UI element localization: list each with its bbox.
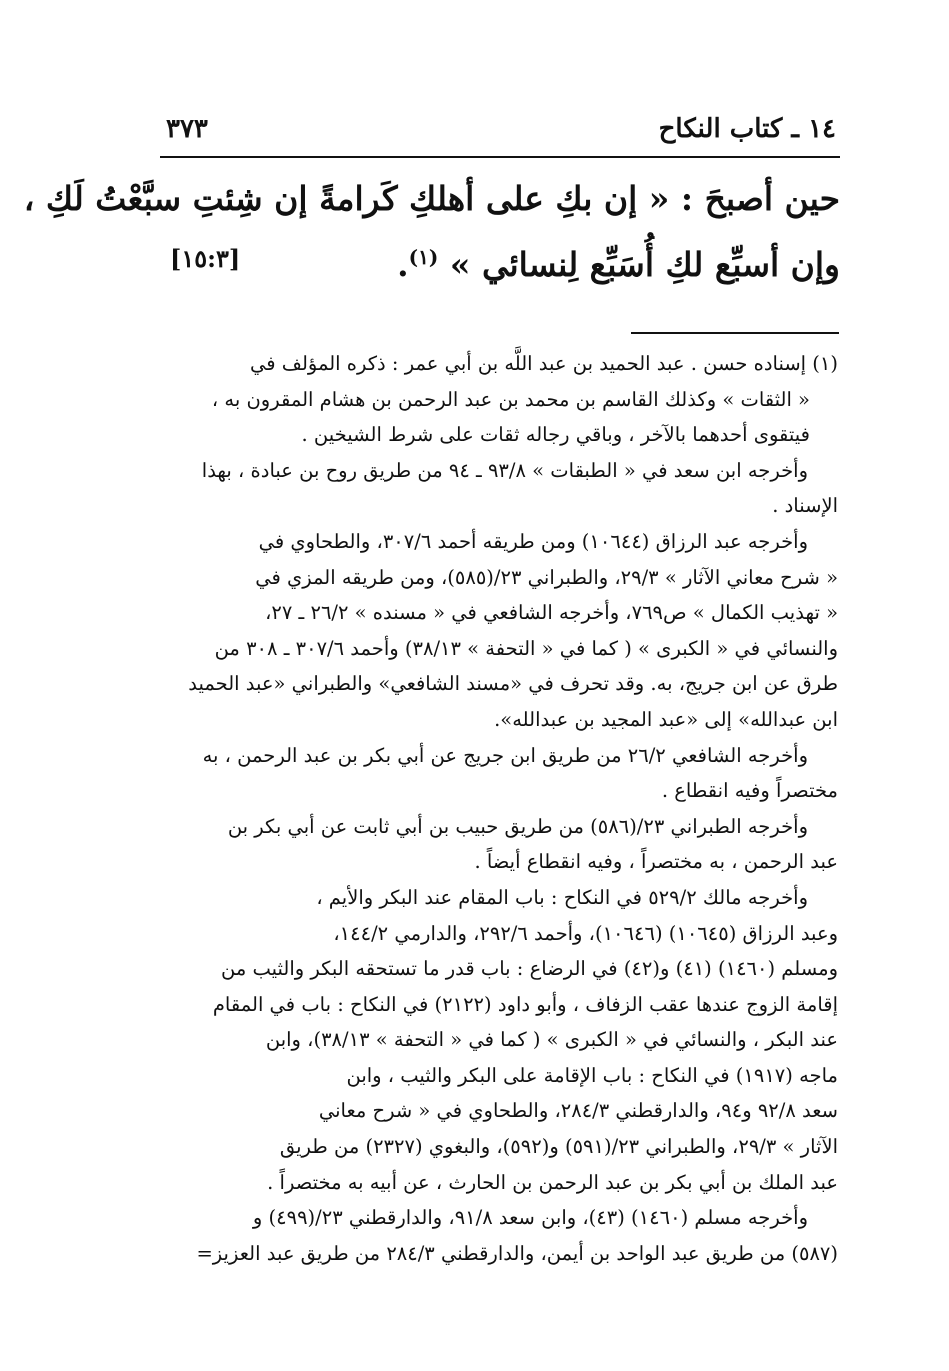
footnote-line: طرق عن ابن جريج، به. وقد تحرف في «مسند الشافعي» والطبراني «عبد الحميد <box>188 672 838 696</box>
hadith-text <box>23 170 840 294</box>
hadith-reference: [١٥:٣] <box>170 244 241 273</box>
footnote-line: « شرح معاني الآثار » ٢٩/٣، والطبراني ٢٣/(٥٨٥)، ومن طريقه المزي في <box>255 565 838 589</box>
footnote-line: سعد ٩٢/٨ و٩٤، والدارقطني ٢٨٤/٣، والطحاوي في « شرح معاني <box>318 1099 838 1123</box>
footnote-line: وعبد الرزاق (١٠٦٤٥) (١٠٦٤٦)، وأحمد ٢٩٢/٦، والدارمي ١٤٤/٢، <box>333 921 838 945</box>
footnote-line: (١) إسناده حسن . عبد الحميد بن عبد اللَّه بن أبي عمر : ذكره المؤلف في <box>249 352 838 375</box>
footnote-line: وأخرجه مسلم (١٤٦٠) (٤٣)، وابن سعد ٩١/٨، والدارقطني ٢٣/(٤٩٩) و <box>252 1206 808 1230</box>
footnote-line: والنسائي في « الكبرى » ( كما في « التحفة » ٣٨/١٣) وأحمد ٣٠٧/٦ ـ ٣٠٨ من <box>214 636 838 660</box>
hadith-line-2-text: وإن أسبِّع لكِ أُسَبِّع لِنسائي » <box>449 245 840 284</box>
footnote-line: الإسناد . <box>772 494 838 518</box>
footnote-line: ابن عبدالله» إلى «عبد المجيد بن عبدالله». <box>494 707 838 731</box>
footnote-line: « تهذيب الكمال » ص٧٦٩، وأخرجه الشافعي في « مسنده » ٢٦/٢ ـ ٢٧، <box>265 601 838 625</box>
page-number: ٣٧٣ <box>166 114 208 144</box>
footnote-line: فيتقوى أحدهما بالآخر ، وباقي رجاله ثقات على شرط الشيخين . <box>301 423 810 447</box>
footnote-separator <box>631 332 839 334</box>
hadith-line-2-end: . <box>397 245 409 284</box>
footnote-line: عبد الرحمن ، به مختصراً ، وفيه انقطاع أيضاً . <box>474 850 838 874</box>
footnote-line: وأخرجه ابن سعد في « الطبقات » ٩٣/٨ ـ ٩٤ من طريق روح بن عبادة ، بهذا <box>201 458 808 482</box>
footnote-line: عبد الملك بن أبي بكر بن عبد الرحمن بن الحارث ، عن أبيه به مختصراً . <box>267 1170 838 1194</box>
footnote-line: عند البكر ، والنسائي في « الكبرى » ( كما في « التحفة » ٣٨/١٣)، وابن <box>265 1028 838 1052</box>
footnote-marker: (١) <box>408 245 439 269</box>
footnote-line: إقامة الزوج عندها عقب الزفاف ، وأبو داود (٢١٢٢) في النكاح : باب في المقام <box>212 992 838 1016</box>
footnote-line: وأخرجه الشافعي ٢٦/٢ من طريق ابن جريج عن أبي بكر بن عبد الرحمن ، به <box>202 743 808 767</box>
footnote-line: وأخرجه عبد الرزاق (١٠٦٤٤) ومن طريقه أحمد ٣٠٧/٦، والطحاوي في <box>258 529 808 553</box>
footnotes <box>132 346 838 1271</box>
footnote-line: ومسلم (١٤٦٠) (٤١) و(٤٢) في الرضاع : باب قدر ما تستحقه البكر والثيب من <box>220 957 838 981</box>
footnote-line: وأخرجه الطبراني ٢٣/(٥٨٦) من طريق حبيب بن أبي ثابت عن أبي بكر بن <box>227 814 808 838</box>
footnote-line: ماجه (١٩١٧) في النكاح : باب الإقامة على البكر والثيب ، وابن <box>346 1063 838 1087</box>
footnote-line: مختصراً وفيه انقطاع . <box>661 779 838 803</box>
footnote-line: (٥٨٧) من طريق عبد الواحد بن أيمن، والدارقطني ٢٨٤/٣ من طريق عبد العزيز= <box>196 1241 838 1265</box>
footnote-line: الآثار » ٢٩/٣، والطبراني ٢٣/(٥٩١) و(٥٩٢)، والبغوي (٢٣٢٧) من طريق <box>279 1135 838 1159</box>
hadith-line-1: حين أصبحَ : « إن بكِ على أهلكِ كَرامةً إن شِئتِ سبَّعْتُ لَكِ ، <box>23 179 840 218</box>
footnote-line: « الثقات » وكذلك القاسم بن محمد بن عبد الرحمن بن هشام المقرون به ، <box>211 387 810 411</box>
footnote-line: وأخرجه مالك ٥٢٩/٢ في النكاح : باب المقام عند البكر والأيم ، <box>316 885 808 909</box>
running-title: ١٤ ـ كتاب النكاح <box>658 114 836 144</box>
page-header <box>160 112 840 158</box>
hadith-line-2 <box>160 228 840 294</box>
